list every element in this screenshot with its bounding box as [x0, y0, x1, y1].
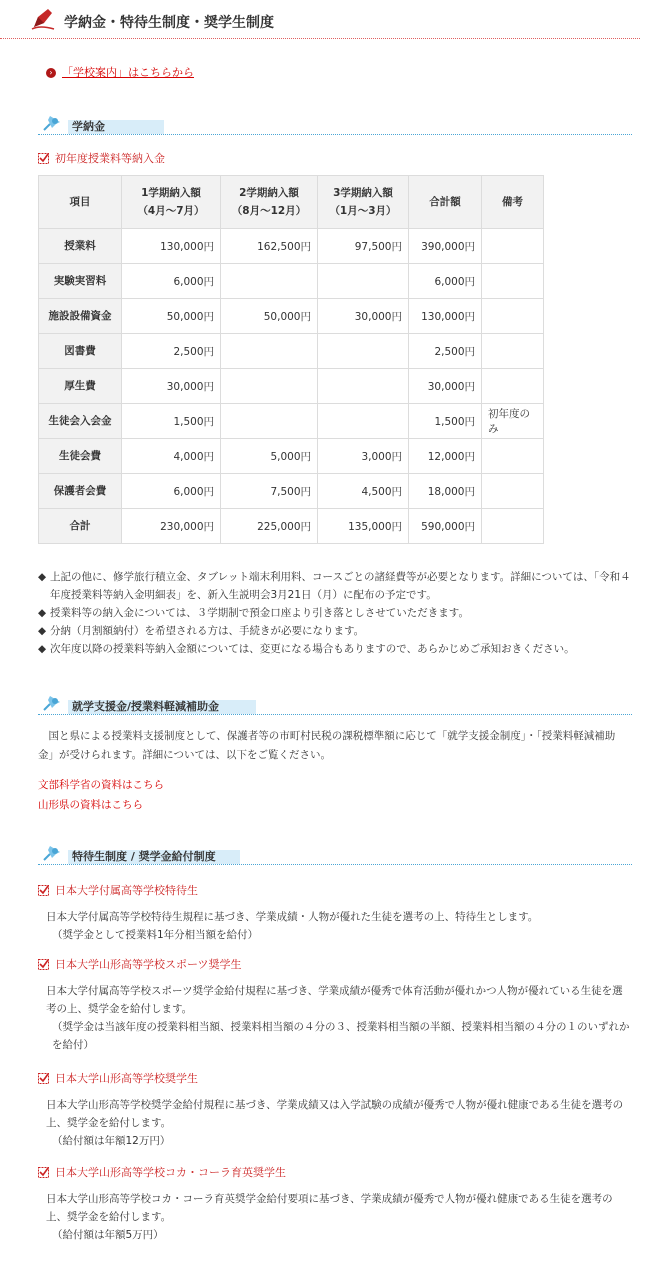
- table-cell: 2,500円: [122, 334, 221, 369]
- mext-link-text[interactable]: 文部科学省の資料はこちら: [38, 779, 164, 791]
- pushpin-icon: [38, 692, 66, 714]
- scholarship-title-text: 日本大学付属高等学校特待生: [55, 884, 198, 897]
- page-title: 学納金・特待生制度・奨学生制度: [64, 15, 274, 31]
- scholarship-body-text: 日本大学付属高等学校特待生規程に基づき、学業成績・人物が優れた生徒を選考の上、特待生とします。: [46, 911, 539, 923]
- table-cell: [482, 299, 544, 334]
- row-label-cell: 実験実習料: [39, 264, 122, 299]
- checkbox-icon: [38, 1167, 49, 1178]
- mext-link[interactable]: [38, 777, 164, 792]
- table-row: [39, 509, 544, 544]
- row-label-cell: 厚生費: [39, 369, 122, 404]
- diamond-bullet-icon: ◆: [38, 643, 47, 655]
- note-text: 授業料等の納入金については、３学期制で預金口座より引き落としさせていただきます。: [50, 607, 469, 619]
- pushpin-icon: [38, 112, 66, 134]
- diamond-bullet-icon: ◆: [38, 607, 47, 619]
- note-text: 次年度以降の授業料等納入金額については、変更になる場合もありますので、あらかじめご承知おきください。: [50, 643, 575, 655]
- note-text: 上記の他に、修学旅行積立金、タブレット端末利用料、コースごとの諸経費等が必要となります。詳細については、「令和４年度授業料等納入金明細表」を、新入生説明会3月21日（月）に配布の予定です。: [50, 571, 631, 601]
- yamagata-link-text[interactable]: 山形県の資料はこちら: [38, 799, 143, 811]
- scholarship-title-text: 日本大学山形高等学校コカ・コーラ育英奨学生: [55, 1166, 286, 1179]
- tuition-notes: [38, 568, 638, 658]
- diamond-bullet-icon: ◆: [38, 625, 47, 637]
- table-cell: [482, 264, 544, 299]
- note-item: [38, 568, 638, 604]
- checkbox-icon: [38, 153, 49, 164]
- row-label-cell: 生徒会入会金: [39, 404, 122, 439]
- row-label-cell: 授業料: [39, 229, 122, 264]
- sub-heading-text: 初年度授業料等納入金: [55, 152, 165, 165]
- support-body: 国と県による授業料支援制度として、保護者等の市町村民税の課税標準額に応じて「就学支援金制度」・「授業料軽減補助金」が受けられます。詳細については、以下をご覧ください。: [38, 730, 616, 761]
- section-heading-text: 就学支援金/授業料軽減補助金: [72, 700, 220, 713]
- fees-table: [38, 175, 544, 544]
- scholarship-title: [38, 956, 242, 972]
- table-cell: 12,000円: [409, 439, 482, 474]
- yamagata-link[interactable]: [38, 797, 143, 812]
- table-row: [39, 439, 544, 474]
- table-cell: 7,500円: [221, 474, 318, 509]
- row-label-cell: 合計: [39, 509, 122, 544]
- table-cell: 3,000円: [318, 439, 409, 474]
- scholarship-title-text: 日本大学山形高等学校奨学生: [55, 1072, 198, 1085]
- scholarship-body-text: 日本大学山形高等学校奨学金給付規程に基づき、学業成績又は入学試験の成績が優秀で人物が優れ健康である生徒を選考の上、奨学金を給付します。: [46, 1099, 624, 1129]
- scholarship-title: [38, 882, 198, 898]
- table-cell: 4,000円: [122, 439, 221, 474]
- table-cell: 5,000円: [221, 439, 318, 474]
- table-header-row: [39, 176, 544, 229]
- table-row: [39, 369, 544, 404]
- table-cell: 1,500円: [409, 404, 482, 439]
- header-cell: 2学期納入額 （8月〜12月）: [221, 176, 318, 229]
- table-cell: 30,000円: [122, 369, 221, 404]
- scholarship-note-text: （給付額は年額5万円）: [52, 1229, 164, 1241]
- header-cell: 合計額: [409, 176, 482, 229]
- table-cell: 30,000円: [318, 299, 409, 334]
- table-cell: [482, 439, 544, 474]
- table-cell: [482, 229, 544, 264]
- header-cell: 1学期納入額 （4月〜7月）: [122, 176, 221, 229]
- table-cell: 50,000円: [122, 299, 221, 334]
- table-cell: [221, 369, 318, 404]
- table-cell: 初年度のみ: [482, 404, 544, 439]
- table-cell: 4,500円: [318, 474, 409, 509]
- row-label-cell: 生徒会費: [39, 439, 122, 474]
- table-row: [39, 264, 544, 299]
- table-row: [39, 334, 544, 369]
- row-label-cell: 保護者会費: [39, 474, 122, 509]
- scholarship-note-text: （奨学金として授業料1年分相当額を給付）: [52, 929, 259, 941]
- header-cell: 備考: [482, 176, 544, 229]
- scholarship-description: [46, 1096, 631, 1150]
- table-cell: [482, 474, 544, 509]
- table-cell: 225,000円: [221, 509, 318, 544]
- scholarship-title-text: 日本大学山形高等学校スポーツ奨学生: [55, 958, 242, 971]
- table-cell: 50,000円: [221, 299, 318, 334]
- scholarship-description: [46, 982, 631, 1054]
- chevron-right-icon: ›: [46, 68, 56, 78]
- scholarship-title: [38, 1070, 198, 1086]
- section-heading-text: 学納金: [72, 120, 105, 133]
- scholarship-body-text: 日本大学付属高等学校スポーツ奨学金給付規程に基づき、学業成績が優秀で体育活動が優れかつ人物が優れている生徒を選考の上、奨学金を給付します。: [46, 985, 623, 1015]
- scholarship-note-text: （給付額は年額12万円）: [52, 1135, 171, 1147]
- school-guide-link[interactable]: [46, 64, 194, 80]
- note-item: [38, 622, 638, 640]
- table-cell: [482, 509, 544, 544]
- table-cell: 590,000円: [409, 509, 482, 544]
- checkbox-icon: [38, 1073, 49, 1084]
- table-cell: [221, 334, 318, 369]
- diamond-bullet-icon: ◆: [38, 571, 47, 583]
- table-cell: 1,500円: [122, 404, 221, 439]
- table-cell: 130,000円: [409, 299, 482, 334]
- pen-icon: [30, 5, 56, 31]
- table-cell: 18,000円: [409, 474, 482, 509]
- table-cell: [318, 404, 409, 439]
- section-heading-tuition: [38, 112, 632, 135]
- school-guide-link-text[interactable]: 「学校案内」はこちらから: [62, 66, 194, 79]
- table-cell: 30,000円: [409, 369, 482, 404]
- row-label-cell: 図書費: [39, 334, 122, 369]
- table-cell: 6,000円: [409, 264, 482, 299]
- checkbox-icon: [38, 959, 49, 970]
- scholarship-description: [46, 908, 631, 944]
- table-row: [39, 474, 544, 509]
- table-cell: 2,500円: [409, 334, 482, 369]
- section-heading-scholarship: [38, 842, 632, 865]
- table-row: [39, 229, 544, 264]
- table-cell: 390,000円: [409, 229, 482, 264]
- scholarship-title: [38, 1164, 286, 1180]
- section-heading-text: 特待生制度 / 奨学金給付制度: [72, 850, 216, 863]
- header-cell: 3学期納入額 （1月〜3月）: [318, 176, 409, 229]
- table-cell: 230,000円: [122, 509, 221, 544]
- table-cell: 6,000円: [122, 474, 221, 509]
- table-cell: 130,000円: [122, 229, 221, 264]
- header-cell: 項目: [39, 176, 122, 229]
- checkbox-icon: [38, 885, 49, 896]
- table-cell: [221, 404, 318, 439]
- table-cell: [318, 334, 409, 369]
- table-cell: 162,500円: [221, 229, 318, 264]
- table-cell: [318, 264, 409, 299]
- note-text: 分納（月割額納付）を希望される方は、手続きが必要になります。: [50, 625, 365, 637]
- page-header: [0, 0, 640, 39]
- scholarship-body-text: 日本大学山形高等学校コカ・コーラ育英奨学金給付要項に基づき、学業成績が優秀で人物が優れ健康である生徒を選考の上、奨学金を給付します。: [46, 1193, 613, 1223]
- pushpin-icon: [38, 842, 66, 864]
- table-cell: [482, 334, 544, 369]
- table-cell: 97,500円: [318, 229, 409, 264]
- table-row: [39, 404, 544, 439]
- row-label-cell: 施設設備資金: [39, 299, 122, 334]
- table-cell: [482, 369, 544, 404]
- section-heading-support: [38, 692, 632, 715]
- sub-heading-initial-fees: [38, 150, 165, 166]
- note-item: [38, 604, 638, 622]
- table-row: [39, 299, 544, 334]
- table-cell: [221, 264, 318, 299]
- table-cell: 135,000円: [318, 509, 409, 544]
- fees-table-body: [39, 229, 544, 544]
- table-cell: 6,000円: [122, 264, 221, 299]
- scholarship-note-text: （奨学金は当該年度の授業料相当額、授業料相当額の４分の３、授業料相当額の半額、授業料相当額の４分の１のいずれかを給付）: [52, 1021, 630, 1051]
- note-item: [38, 640, 638, 658]
- table-cell: [318, 369, 409, 404]
- scholarship-description: [46, 1190, 631, 1244]
